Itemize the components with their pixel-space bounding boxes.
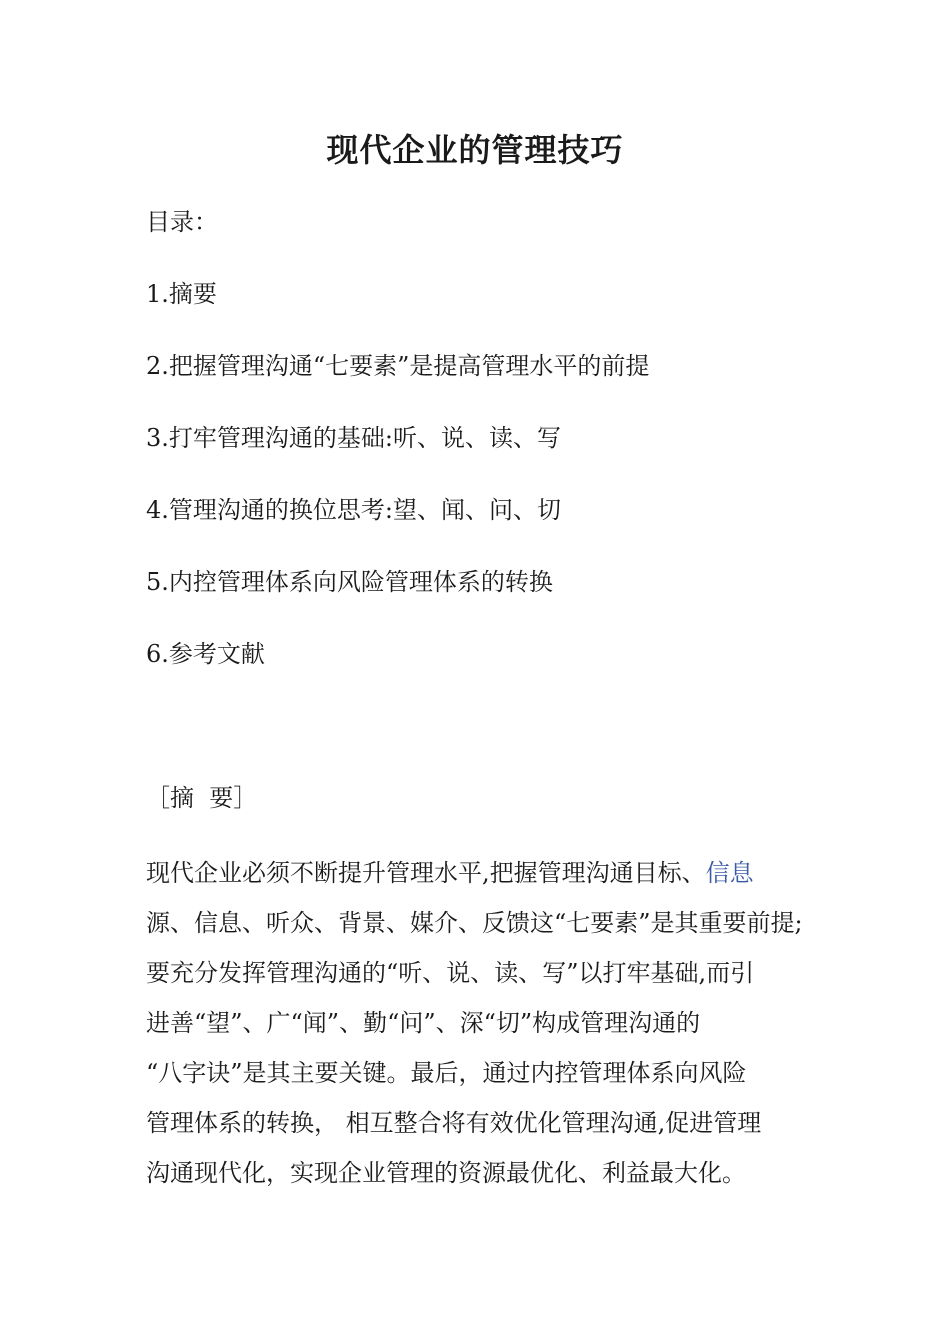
toc-heading: 目录： [146, 208, 218, 236]
abstract-line: “八字诀”是其主要关键。最后，通过内控管理体系向风险 [146, 1059, 747, 1087]
toc-item-seven-elements: 2.把握管理沟通“七要素”是提高管理水平的前提 [146, 352, 650, 380]
abstract-line-text: 现代企业必须不断提升管理水平,把握管理沟通目标、 [146, 859, 706, 887]
document-title: 现代企业的管理技巧 [326, 131, 624, 169]
info-link[interactable]: 信息 [705, 859, 754, 887]
abstract-line [146, 848, 818, 898]
abstract-line: 管理体系的转换， 相互整合将有效优化管理沟通,促进管理 [146, 1109, 762, 1137]
abstract-line: 进善“望”、广“闻”、勤“问”、深“切”构成管理沟通的 [146, 1009, 701, 1037]
abstract-line: 沟通现代化，实现企业管理的资源最优化、利益最大化。 [146, 1159, 746, 1187]
toc-item-basics: 3.打牢管理沟通的基础:听、说、读、写 [146, 424, 561, 452]
abstract-line: 源、信息、听众、背景、媒介、反馈这“七要素”是其重要前提; [146, 909, 803, 937]
toc-item-references: 6.参考文献 [146, 640, 265, 668]
toc-item-perspective: 4.管理沟通的换位思考:望、闻、问、切 [146, 496, 561, 524]
abstract-heading: ［摘 要］ [146, 784, 258, 812]
toc-item-abstract: 1.摘要 [146, 280, 217, 308]
abstract-body [146, 848, 818, 1198]
toc-item-risk-management: 5.内控管理体系向风险管理体系的转换 [146, 568, 553, 596]
abstract-line: 要充分发挥管理沟通的“听、说、读、写”以打牢基础,而引 [146, 959, 755, 987]
